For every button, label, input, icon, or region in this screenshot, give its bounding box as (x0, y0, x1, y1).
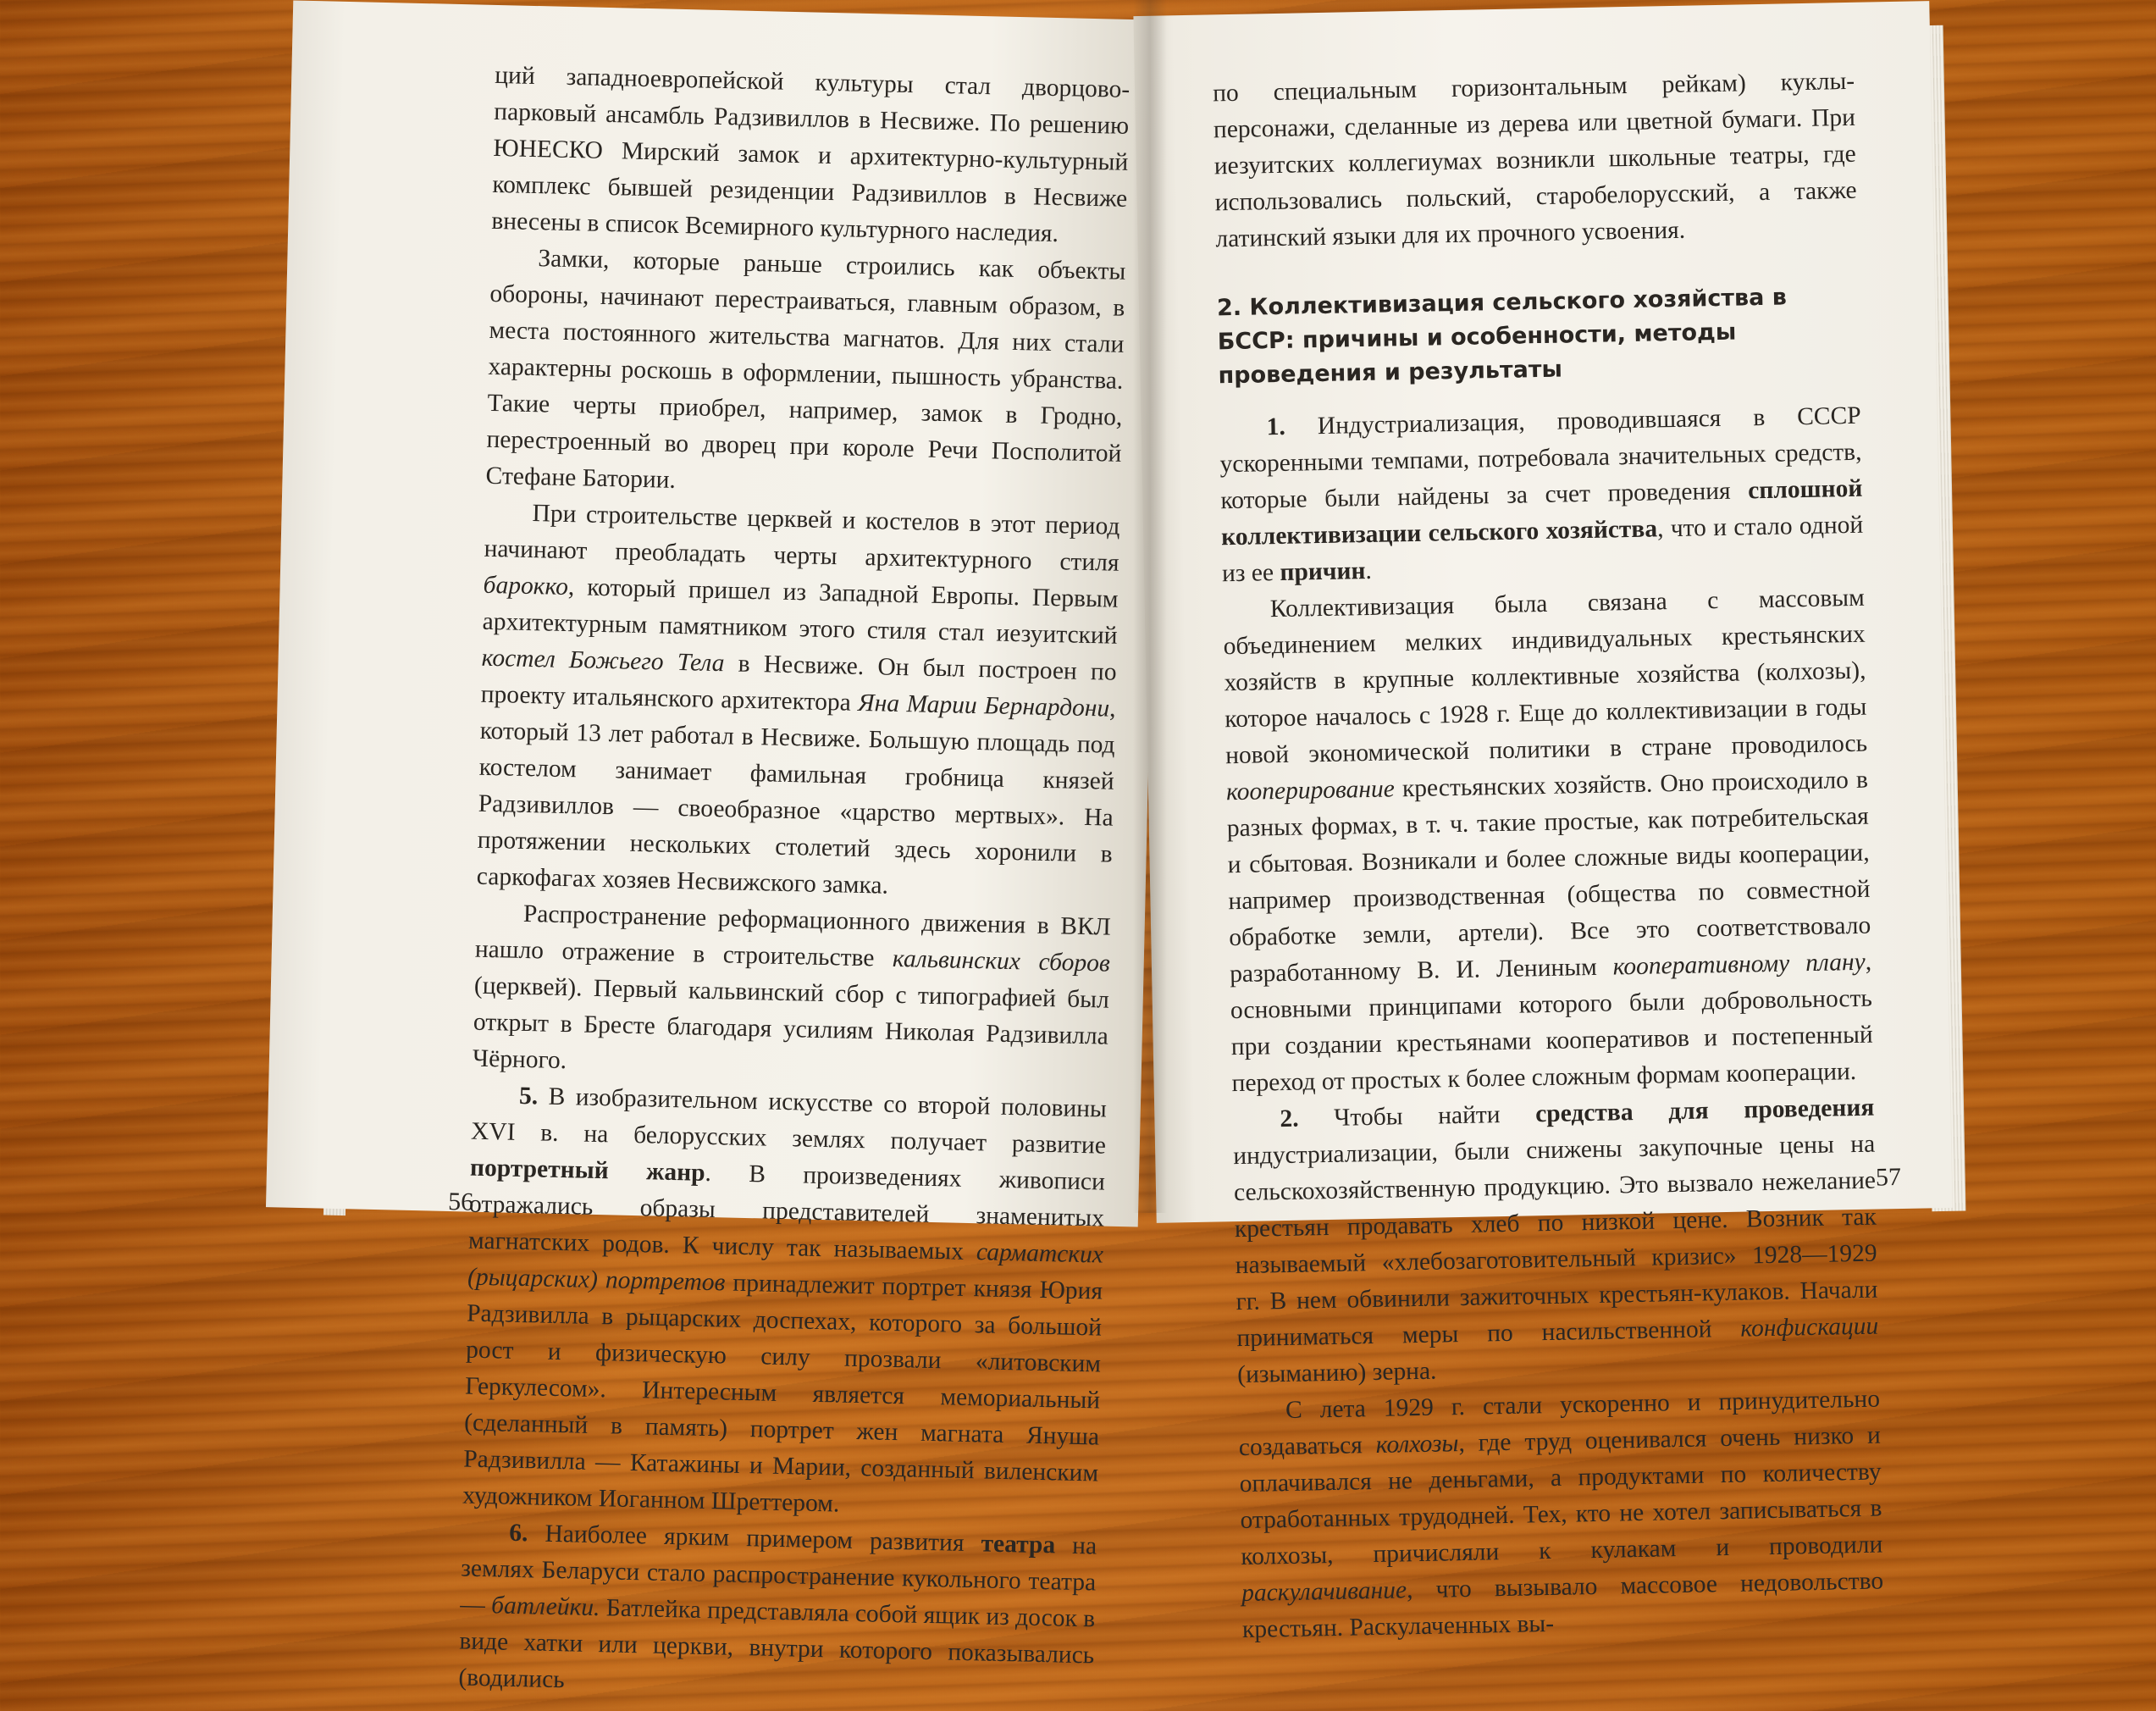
right-paragraph (1222, 580, 1873, 1102)
text-run: . В произведениях живописи отражались образы представителей знаменитых магнатских родов. К числу так называемых (467, 1159, 1106, 1266)
text-run: принадлежит портрет князя Юрия Радзивилла в рыцарских доспехах, которого за большой рост и физическую силу прозвали «литовским Геркулесом». Интересным является мемориальный (сделанный в память) портрет жен магната Януша Радзивилла — Катажины и Марии, созданный виленским художником Иоганном Шреттером. (462, 1269, 1103, 1518)
right-paragraph (1238, 1382, 1885, 1648)
left-page-text (458, 58, 1131, 1711)
italic-term: сарматских (рыцарских) портретов (467, 1238, 1104, 1297)
bold-term: театра (981, 1530, 1056, 1559)
bold-term: 5. (518, 1082, 539, 1110)
text-run: , основными принципами которого были добровольность при создании крестьянами кооперативов и постепенный переход от простых к более сложным формам кооперации. (1230, 948, 1873, 1098)
text-run: . (1365, 556, 1373, 585)
left-paragraph (491, 58, 1131, 254)
right-section-heading (1217, 280, 1860, 394)
left-paragraph (485, 240, 1126, 509)
italic-term: раскулачивание (1241, 1576, 1407, 1608)
page-number-left: 56 (447, 1188, 474, 1216)
bold-term: средства для проведения (1534, 1094, 1875, 1128)
left-page (266, 0, 1165, 1694)
right-paragraph (1219, 398, 1864, 593)
italic-term: костел Божьего Тела (481, 644, 725, 678)
text-run: , который 13 лет работал в Несвиже. Большую площадь под костелом занимает фамильная гробница князей Радзивиллов — своеобразное «царство мертвых». На протяжении нескольких столетий здесь хоронили в саркофагах хозяев Несвижского замка. (476, 695, 1116, 900)
text-run: 2. Коллективизация сельского хозяйства в БССР: причины и особенности, методы проведения и результаты (1216, 284, 1788, 390)
italic-term: кооперативному плану (1612, 948, 1866, 981)
right-paragraph (1232, 1090, 1879, 1393)
text-run: на землях Беларуси стало распространение кукольного театра — (460, 1531, 1097, 1620)
text-run: ций западноевропейской культуры стал дворцово-парковый ансамбль Радзивиллов в Несвиже. По решению ЮНЕСКО Мирский замок и архитектурно-культурный комплекс бывшей резиденции Радзивиллов в Несвиже внесены в список Всемирного культурного наследия. (491, 61, 1131, 248)
text-run: , где труд оценивался очень низко и оплачивался не деньгами, а продуктами по количеству отработанных трудодней. Тех, кто не хотел записываться в колхозы, причисляли к кулакам и проводили (1239, 1421, 1883, 1571)
italic-term: конфискации (1740, 1312, 1879, 1343)
left-paragraph (462, 1077, 1108, 1529)
text-run: Чтобы найти (1298, 1100, 1536, 1132)
right-paragraph (1213, 64, 1858, 258)
text-run: Батлейка представляла собой ящик из досок в виде хатки или церкви, внутри которого показывались (водились (458, 1594, 1096, 1694)
text-run: в Несвиже. Он был построен по проекту итальянского архитектора (480, 650, 1117, 717)
bold-term: 6. (508, 1519, 528, 1548)
text-run: , что и стало одной из ее (1221, 511, 1864, 588)
bold-term: сплошной коллективизации сельского хозяйства (1220, 474, 1863, 551)
page-number-right: 57 (1875, 1163, 1902, 1192)
text-run: (изыманию) зерна. (1236, 1357, 1437, 1389)
italic-term: кальвинских сборов (892, 944, 1111, 977)
text-run: по специальным горизонтальным рейкам) куклы-персонажи, сделанные из дерева или цветной бумаги. При иезуитских коллегиумах возникли школьные театры, где использовались польский, старобелорусский, а также латинский языки для их прочного усвоения. (1212, 67, 1857, 253)
right-page (1133, 1, 1952, 1644)
text-run: , который пришел из Западной Европы. Первым архитектурным памятником этого стиля стал иезуитский (482, 573, 1119, 650)
text-run: С лета 1929 г. стали ускоренно и принудительно создаваться (1238, 1385, 1881, 1462)
left-paragraph (458, 1514, 1097, 1710)
text-run: (церквей). Первый кальвинский сбор с типографией был открыт в Бресте благодаря усилиям Николая Радзивилла Чёрного. (472, 972, 1110, 1075)
left-paragraph (473, 895, 1112, 1092)
text-run: , что вызывало массовое недовольство крестьян. Раскулаченных вы- (1241, 1567, 1884, 1644)
text-run: Коллективизация была связана с массовым объединением мелких индивидуальных крестьянских хозяйств в крупные коллективные хозяйства (колхозы), которое началось с 1928 г. Еще до коллективизации в годы новой экономической политики в стране проводилось (1223, 584, 1868, 770)
text-run: Распространение реформационного движения в ВКЛ нашло отражение в строительстве (474, 900, 1112, 972)
italic-term: Яна Марии Бернардони (857, 689, 1110, 723)
text-run: В изобразительном искусстве со второй половины XVI в. на белорусских землях получает развитие (470, 1083, 1108, 1160)
text-run: Индустриализация, проводившаяся в СССР ускоренными темпами, потребовала значительных средств, которые были найдены за счет проведения (1219, 401, 1862, 515)
italic-term: кооперирование (1225, 775, 1396, 806)
bold-term: 1. (1266, 413, 1286, 441)
text-run: Наиболее ярким примером развития (528, 1520, 981, 1558)
left-paragraph (476, 495, 1120, 910)
bold-term: портретный жанр (469, 1154, 705, 1187)
bold-term: 2. (1280, 1105, 1299, 1133)
text-run: При строительстве церквей и костелов в этот период начинают преобладать черты архитектурного стиля (484, 500, 1120, 577)
right-page-text (1213, 64, 1885, 1648)
text-run: индустриализации, были снижены закупочные цены на сельскохозяйственную продукцию. Это вызвало нежелание крестьян продавать хлеб по низкой цене. Возник так называемый «хлебозаготовительный кризис» 1928—1929 гг. В нем обвинили зажиточных крестьян-кулаков. Начали приниматься меры по насильственной (1232, 1130, 1878, 1353)
italic-term: батлейки. (490, 1592, 600, 1622)
bold-term: причин (1280, 557, 1366, 586)
italic-term: колхозы (1375, 1430, 1459, 1459)
italic-term: барокко (483, 571, 569, 601)
text-run: крестьянских хозяйств. Оно происходило в разных формах, в т. ч. такие простые, как потребительская и сбытовая. Возникали и более сложные виды кооперации, например производственная (общества по совместной обработке земли, артели). Все это соответствовало разработанному В. И. Лениным (1226, 766, 1871, 988)
text-run: Замки, которые раньше строились как объекты обороны, начинают перестраиваться, главным образом, в места постоянного жительства магнатов. Для них стали характерны роскошь в оформлении, пышность убранства. Такие черты приобрел, например, замок в Гродно, перестроенный во дворец при короле Речи Посполитой Стефане Батории. (485, 245, 1126, 494)
book-spine (1133, 0, 1167, 1213)
